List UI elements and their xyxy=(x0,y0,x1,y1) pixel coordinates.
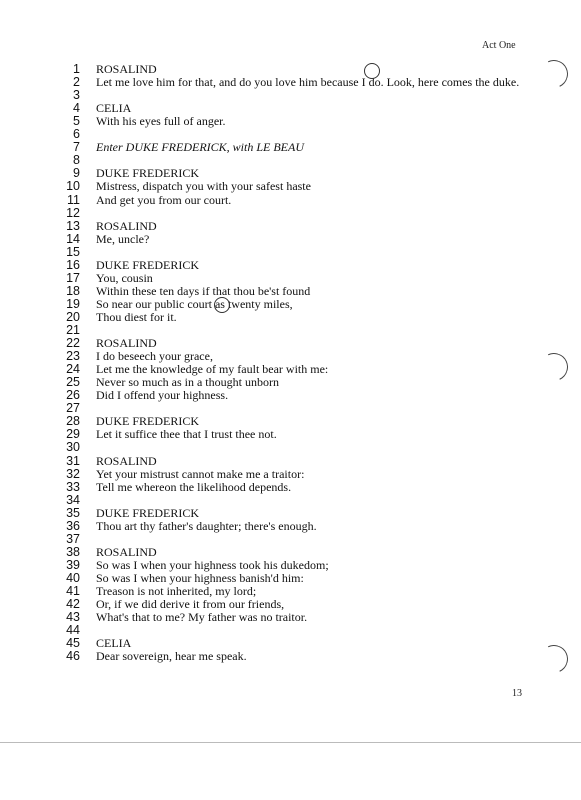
dialogue-text: With his eyes full of anger. xyxy=(96,114,226,129)
line-number: 4 xyxy=(73,101,80,116)
script-line xyxy=(0,194,560,207)
speaker-name: CELIA xyxy=(96,101,132,116)
script-line xyxy=(0,520,560,533)
script-line xyxy=(0,598,560,611)
line-number: 36 xyxy=(66,518,80,533)
line-number: 15 xyxy=(66,244,80,259)
line-number: 43 xyxy=(66,610,80,625)
script-line xyxy=(0,637,560,650)
line-number: 46 xyxy=(66,649,80,664)
script-line xyxy=(0,76,560,89)
line-number: 40 xyxy=(66,570,80,585)
script-line xyxy=(0,115,560,128)
line-number: 27 xyxy=(66,401,80,416)
line-number: 22 xyxy=(66,336,80,351)
script-line xyxy=(0,389,560,402)
dialogue-text: Did I offend your highness. xyxy=(96,388,229,403)
script-line xyxy=(0,259,560,272)
speaker-name: CELIA xyxy=(96,636,132,651)
script-line xyxy=(0,441,560,454)
speaker-name: ROSALIND xyxy=(96,62,157,76)
line-number: 1 xyxy=(73,62,80,76)
speaker-name: ROSALIND xyxy=(96,544,157,559)
line-number: 37 xyxy=(66,531,80,546)
line-number: 10 xyxy=(66,179,80,194)
dialogue-text: Or, if we did derive it from our friends, xyxy=(96,597,285,612)
dialogue-text: Let me the knowledge of my fault bear with me: xyxy=(96,362,329,377)
dialogue-text: I do beseech your grace, xyxy=(96,349,213,364)
speaker-name: DUKE FREDERICK xyxy=(96,414,200,429)
line-number: 29 xyxy=(66,427,80,442)
line-number: 12 xyxy=(66,205,80,220)
pen-mark-circle xyxy=(214,297,230,313)
speaker-name: DUKE FREDERICK xyxy=(96,505,200,520)
script-line xyxy=(0,546,560,559)
script-line xyxy=(0,246,560,259)
speaker-name: ROSALIND xyxy=(96,218,157,233)
running-head: Act One xyxy=(482,40,516,51)
line-number: 14 xyxy=(66,231,80,246)
script-line xyxy=(0,207,560,220)
script-line xyxy=(0,415,560,428)
line-number: 7 xyxy=(73,140,80,155)
line-number: 11 xyxy=(67,192,80,207)
dialogue-text: And get you from our court. xyxy=(96,192,232,207)
line-number: 44 xyxy=(66,623,80,638)
script-line xyxy=(0,455,560,468)
speaker-name: DUKE FREDERICK xyxy=(96,166,200,181)
line-number: 33 xyxy=(66,479,80,494)
line-number: 24 xyxy=(66,362,80,377)
line-number: 18 xyxy=(66,283,80,298)
line-number: 2 xyxy=(73,75,80,90)
line-number: 8 xyxy=(73,153,80,168)
dialogue-text: So was I when your highness banish'd him: xyxy=(96,570,304,585)
script-line xyxy=(0,233,560,246)
line-number: 23 xyxy=(66,349,80,364)
line-number: 13 xyxy=(66,218,80,233)
script-line xyxy=(0,376,560,389)
dialogue-text: So was I when your highness took his dukedom; xyxy=(96,557,329,572)
dialogue-text: Mistress, dispatch you with your safest haste xyxy=(96,179,311,194)
line-number: 26 xyxy=(66,388,80,403)
script-line xyxy=(0,285,560,298)
speaker-name: DUKE FREDERICK xyxy=(96,257,200,272)
line-number: 9 xyxy=(73,166,80,181)
script-line xyxy=(0,585,560,598)
script-line xyxy=(0,350,560,363)
dialogue-text: Tell me whereon the likelihood depends. xyxy=(96,479,292,494)
dialogue-text: Dear sovereign, hear me speak. xyxy=(96,649,247,664)
line-number: 3 xyxy=(73,88,80,103)
line-number: 16 xyxy=(66,257,80,272)
speaker-name: ROSALIND xyxy=(96,453,157,468)
dialogue-text: So near our public court as twenty miles, xyxy=(96,296,293,311)
dialogue-text: Treason is not inherited, my lord; xyxy=(96,584,257,598)
dialogue-text: Thou diest for it. xyxy=(96,309,177,324)
dialogue-text: Let me love him for that, and do you love him because I do. Look, here comes the duke. xyxy=(96,75,520,90)
script-line xyxy=(0,402,560,415)
script-line xyxy=(0,650,560,663)
script-line xyxy=(0,624,560,637)
stage-direction: Enter DUKE FREDERICK, with LE BEAU xyxy=(96,140,304,155)
line-number: 34 xyxy=(66,492,80,507)
script-line xyxy=(0,167,560,180)
speaker-name: ROSALIND xyxy=(96,336,157,351)
scan-edge-line xyxy=(0,742,581,743)
pen-mark-circle xyxy=(364,63,380,79)
script-line xyxy=(0,363,560,376)
line-number: 17 xyxy=(66,270,80,285)
script-line xyxy=(0,559,560,572)
script-line xyxy=(0,272,560,285)
dialogue-text: You, cousin xyxy=(96,270,153,285)
line-number: 30 xyxy=(66,440,80,455)
line-number: 19 xyxy=(66,296,80,311)
script-line xyxy=(0,468,560,481)
line-number: 35 xyxy=(66,505,80,520)
dialogue-text: Let it suffice thee that I trust thee not. xyxy=(96,427,277,442)
script-line xyxy=(0,572,560,585)
script-line xyxy=(0,507,560,520)
script-line xyxy=(0,128,560,141)
script-line xyxy=(0,220,560,233)
script-line xyxy=(0,89,560,102)
dialogue-text: Yet your mistrust cannot make me a traitor: xyxy=(96,466,305,481)
script-line xyxy=(0,611,560,624)
dialogue-text: What's that to me? My father was no traitor. xyxy=(96,610,308,625)
line-number: 21 xyxy=(66,323,80,337)
script-line xyxy=(0,180,560,193)
script-line xyxy=(0,428,560,441)
line-number: 38 xyxy=(66,544,80,559)
script-line xyxy=(0,337,560,350)
script-line xyxy=(0,481,560,494)
script-line xyxy=(0,324,560,337)
script-line xyxy=(0,102,560,115)
script-line xyxy=(0,533,560,546)
line-number: 31 xyxy=(66,453,80,468)
line-number: 42 xyxy=(66,597,80,612)
script-line xyxy=(0,311,560,324)
script-line xyxy=(0,298,560,311)
page-number: 13 xyxy=(512,688,522,699)
line-number: 20 xyxy=(66,309,80,324)
line-number: 6 xyxy=(73,127,80,142)
dialogue-text: Me, uncle? xyxy=(96,231,150,246)
script-line xyxy=(0,141,560,154)
script-line xyxy=(0,154,560,167)
line-number: 32 xyxy=(66,466,80,481)
script-line xyxy=(0,494,560,507)
line-number: 5 xyxy=(73,114,80,129)
line-number: 41 xyxy=(66,584,80,598)
line-number: 25 xyxy=(66,375,80,390)
dialogue-text: Thou art thy father's daughter; there's enough. xyxy=(96,518,317,533)
line-number: 45 xyxy=(66,636,80,651)
line-number: 39 xyxy=(66,557,80,572)
dialogue-text: Within these ten days if that thou be'st found xyxy=(96,283,311,298)
script-line xyxy=(0,63,560,76)
dialogue-text: Never so much as in a thought unborn xyxy=(96,375,279,390)
line-number: 28 xyxy=(66,414,80,429)
